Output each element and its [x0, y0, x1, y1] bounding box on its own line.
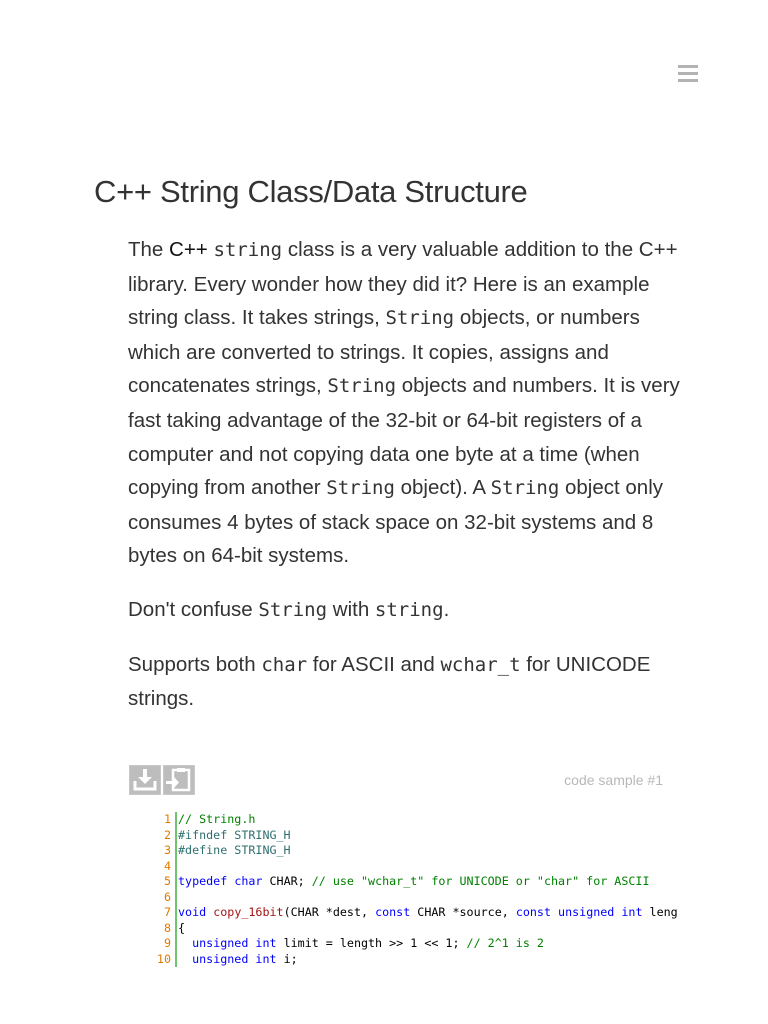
inline-code: String — [258, 598, 328, 621]
code-token: int — [255, 936, 277, 950]
code-token: { — [178, 920, 186, 935]
code-sample-label: code sample #1 — [564, 772, 663, 788]
code-token — [551, 905, 558, 919]
code-token: // String.h — [178, 812, 256, 826]
code-token: #define STRING_H — [178, 843, 291, 857]
copy-to-clipboard-icon[interactable] — [163, 765, 195, 795]
inline-code: String — [490, 477, 560, 500]
code-token: int — [621, 905, 643, 919]
code-token: leng — [642, 905, 678, 919]
code-text — [175, 874, 650, 890]
line-number: 4 — [163, 858, 171, 873]
code-block — [140, 812, 700, 967]
code-token — [178, 952, 192, 966]
code-text — [175, 859, 185, 875]
line-number: 10 — [156, 951, 171, 966]
code-token: copy_16bit — [213, 905, 284, 919]
code-token — [178, 936, 192, 950]
code-text — [175, 952, 298, 968]
code-token: const — [375, 905, 411, 919]
line-number: 9 — [163, 936, 171, 950]
code-token: unsigned — [192, 936, 249, 950]
code-line — [140, 828, 700, 844]
code-line — [140, 936, 700, 952]
code-token: CHAR *source, — [410, 905, 516, 919]
code-token: limit = length >> 1 << 1; — [276, 936, 467, 950]
line-number: 5 — [163, 874, 171, 888]
code-text — [175, 828, 291, 844]
code-sample-toolbar — [129, 765, 669, 797]
line-number: 2 — [163, 827, 171, 842]
code-text — [175, 905, 678, 921]
article-body — [128, 233, 688, 736]
code-line — [140, 843, 700, 859]
code-text — [175, 921, 185, 937]
code-token: const — [515, 905, 551, 919]
code-token: unsigned — [192, 951, 249, 966]
code-text — [175, 936, 544, 952]
code-token: CHAR; — [262, 874, 312, 888]
inline-code: String — [385, 307, 455, 330]
code-token: i; — [276, 951, 298, 966]
code-token: #ifndef STRING_H — [178, 827, 291, 842]
hamburger-menu-icon[interactable] — [676, 62, 700, 86]
code-token: unsigned — [558, 905, 615, 919]
line-number: 7 — [163, 905, 171, 919]
code-token: typedef — [178, 874, 228, 888]
line-number: 3 — [163, 843, 171, 857]
code-line — [140, 890, 700, 906]
code-line — [140, 952, 700, 968]
line-number: 8 — [163, 920, 171, 935]
line-number: 6 — [163, 889, 171, 904]
line-number: 1 — [163, 812, 171, 826]
code-token: char — [234, 874, 263, 888]
support-paragraph: Supports both char for ASCII and wchar_t for UNICODE strings. — [128, 652, 651, 711]
code-text — [175, 843, 291, 859]
code-token: // 2^1 is 2 — [466, 936, 544, 950]
code-line — [140, 905, 700, 921]
code-line — [140, 874, 700, 890]
inline-code: string — [213, 239, 283, 261]
download-icon[interactable] — [129, 765, 161, 795]
inline-code: string — [374, 598, 444, 621]
code-line — [140, 859, 700, 875]
cpp-label: C++ — [169, 238, 208, 261]
code-line — [140, 921, 700, 937]
inline-code: char — [261, 653, 308, 676]
code-token: // use "wchar_t" for UNICODE or "char" for ASCII — [311, 874, 650, 888]
intro-paragraph: The C++ string class is a very valuable addition to the C++ library. Every wonder how they did it? Here is an example string class. It takes strings, String objects, or numbers which are converted to strings. It copies, assigns and concatenates strings, String objects and numbers. It is very fast taking advantage of the 32-bit or 64-bit registers of a computer and not copying data one byte at a time (when copying from another String object). A String object only consumes 4 bytes of stack space on 32-bit systems and 8 bytes on 64-bit systems. — [128, 238, 680, 568]
inline-code: String — [326, 477, 395, 500]
code-token: (CHAR *dest, — [283, 905, 376, 919]
page-title: C++ String Class/Data Structure — [94, 174, 528, 209]
inline-code: wchar_t — [440, 653, 521, 676]
code-token: void — [178, 905, 207, 919]
code-token: int — [255, 951, 277, 966]
code-text — [175, 812, 255, 828]
code-line — [140, 812, 700, 828]
code-text — [175, 890, 185, 906]
inline-code: String — [327, 375, 397, 398]
confusion-paragraph: Don't confuse String with string. — [128, 597, 450, 621]
